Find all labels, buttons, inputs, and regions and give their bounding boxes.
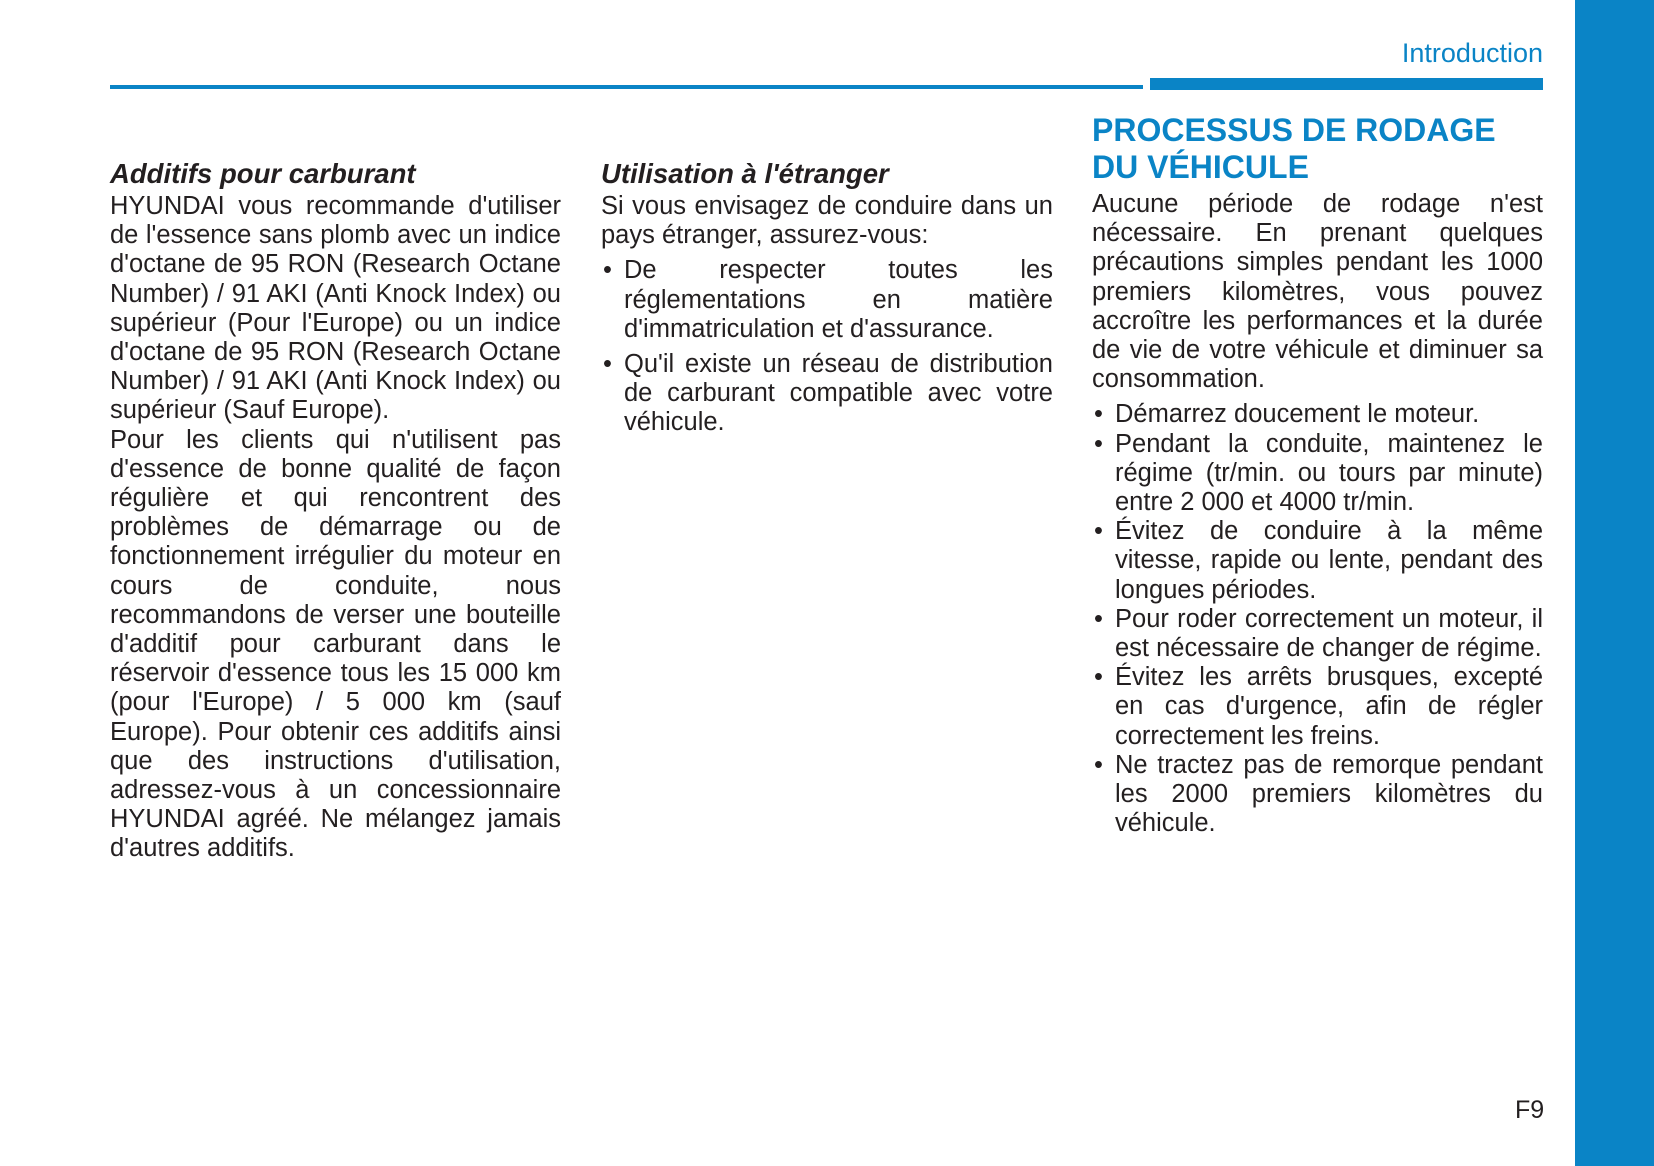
header-rule — [110, 85, 1143, 89]
bullet-icon: • — [1094, 750, 1103, 779]
list-item: • Évitez les arrêts brusques, excepté en cas d'urgence, afin de régler correctement les freins. — [1094, 663, 1543, 750]
list-item: • Pendant la conduite, maintenez le régime (tr/min. ou tours par minute) entre 2 000 et 4000 tr/min. — [1094, 429, 1543, 517]
fuel-additives-paragraph-1: HYUNDAI vous recommande d'utiliser de l'essence sans plomb avec un indice d'octane de 95 RON (Research Octane Number) / 91 AKI (Anti Knock Index) ou supérieur (Pour l'Europe) ou un indice d'octane de 95 RON (Research Octane Number) / 91 AKI (Anti Knock Index) ou supérieur (Sauf Europe). — [110, 192, 561, 425]
list-item: • De respecter toutes les réglementations en matière d'immatriculation et d'assurance. — [603, 256, 1053, 343]
column-break-in — [1092, 112, 1543, 838]
bullet-icon: • — [603, 256, 612, 285]
bullet-icon: • — [1094, 663, 1103, 692]
header-rule-accent — [1150, 78, 1543, 90]
break-in-intro: Aucune période de rodage n'est nécessaire. En prenant quelques précautions simples pendant les 1000 premiers kilomètres, vous pouvez accroître les performances et la durée de vie de votre véhicule et diminuer sa consommation. — [1092, 190, 1543, 394]
bullet-icon: • — [603, 350, 612, 379]
fuel-additives-paragraph-2: Pour les clients qui n'utilisent pas d'essence de bonne qualité de façon régulière et qui rencontrent des problèmes de démarrage ou de fonctionnement irrégulier du moteur en cours de conduite, nous recommandons de verser une bouteille d'additif pour carburant dans le réservoir d'essence tous les 15 000 km (pour l'Europe) / 5 000 km (sauf Europe). Pour obtenir ces additifs ainsi que des instructions d'utilisation, adressez-vous à un concessionnaire HYUNDAI agréé. Ne mélangez jamais d'autres additifs. — [110, 425, 561, 863]
list-item: • Qu'il existe un réseau de distribution de carburant compatible avec votre véhicule. — [603, 350, 1053, 437]
break-in-heading: PROCESSUS DE RODAGE DU VÉHICULE — [1092, 112, 1496, 185]
page-number: F9 — [1515, 1096, 1545, 1124]
abroad-bullet-list — [601, 256, 1053, 437]
list-item: • Pour roder correctement un moteur, il est nécessaire de changer de régime. — [1094, 604, 1543, 663]
list-item: • Ne tractez pas de remorque pendant les 2000 premiers kilomètres du véhicule. — [1094, 750, 1543, 838]
column-abroad — [601, 158, 1053, 444]
column-fuel-additives — [110, 158, 561, 864]
bullet-icon: • — [1094, 517, 1103, 546]
bullet-icon: • — [1094, 429, 1103, 458]
section-title: Introduction — [1401, 38, 1543, 68]
break-in-bullet-list — [1092, 400, 1543, 838]
bullet-icon: • — [1094, 604, 1103, 633]
fuel-additives-heading: Additifs pour carburant — [110, 158, 416, 189]
chapter-side-tab — [1575, 0, 1654, 1166]
list-item: • Évitez de conduire à la même vitesse, rapide ou lente, pendant des longues périodes. — [1094, 517, 1543, 604]
abroad-heading: Utilisation à l'étranger — [601, 158, 889, 189]
list-item: • Démarrez doucement le moteur. — [1094, 400, 1480, 429]
bullet-icon: • — [1094, 400, 1103, 429]
abroad-intro: Si vous envisagez de conduire dans un pays étranger, assurez-vous: — [601, 192, 1053, 250]
